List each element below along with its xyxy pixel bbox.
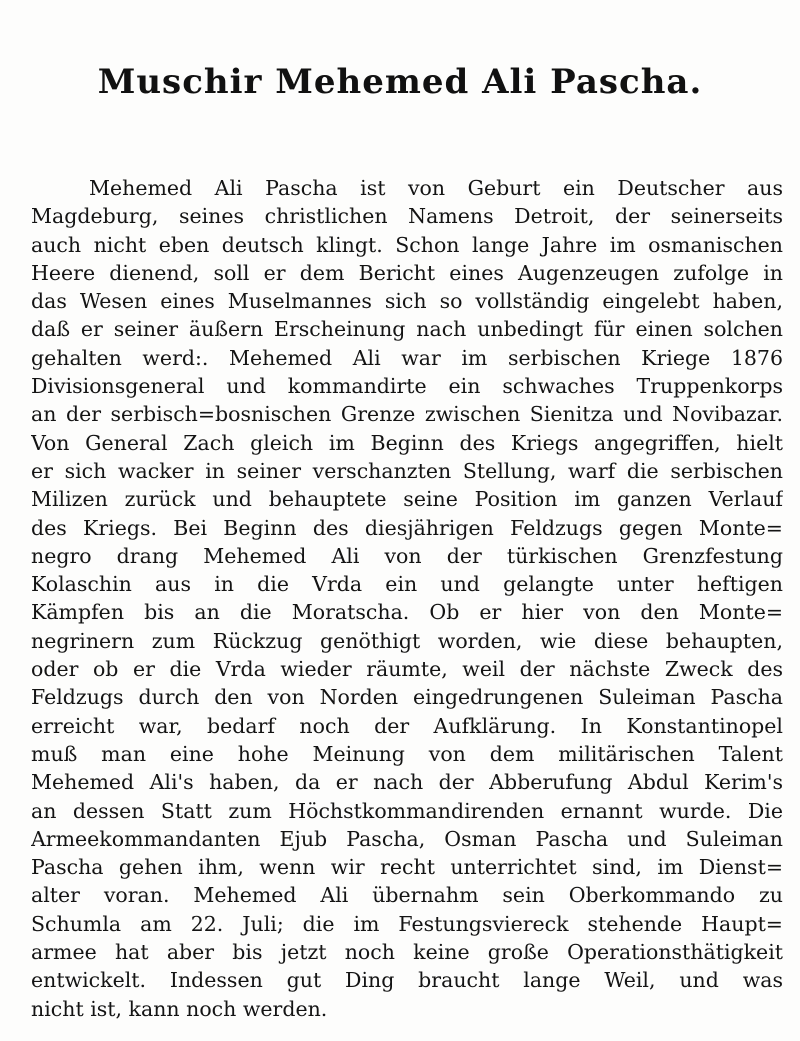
text-line: muß man eine hohe Meinung von dem militärischen Talent [31, 741, 783, 766]
text-line: des Kriegs. Bei Beginn des diesjährigen Feldzugs gegen Monte= [31, 515, 783, 540]
text-line: Milizen zurück und behauptete seine Position im ganzen Verlauf [31, 487, 783, 512]
article-body [31, 174, 783, 1023]
text-line: Armeekommandanten Ejub Pascha, Osman Pascha und Suleiman [31, 826, 783, 851]
text-line: Mehemed Ali Pascha ist von Geburt ein Deutscher aus [89, 176, 783, 200]
text-line: Heere dienend, soll er dem Bericht eines Augenzeugen zufolge in [31, 260, 783, 285]
text-line: er sich wacker in seiner verschanzten Stellung, warf die serbischen [31, 458, 783, 483]
text-line: auch nicht eben deutsch klingt. Schon lange Jahre im osmanischen [31, 232, 783, 257]
text-line: nicht ist, kann noch werden. [31, 996, 328, 1021]
text-line: Feldzugs durch den von Norden eingedrungenen Suleiman Pascha [31, 685, 783, 710]
text-line: Magdeburg, seines christlichen Namens Detroit, der seinerseits [31, 204, 783, 229]
text-line: negro drang Mehemed Ali von der türkischen Grenzfestung [31, 543, 783, 568]
text-line: an der serbisch=bosnischen Grenze zwischen Sienitza und Novibazar. [31, 402, 783, 427]
text-line: Pascha gehen ihm, wenn wir recht unterrichtet sind, im Dienst= [31, 855, 783, 880]
text-line: Von General Zach gleich im Beginn des Kriegs angegriffen, hielt [31, 430, 783, 455]
article-title: Muschir Mehemed Ali Pascha. [97, 62, 703, 102]
text-line: Kolaschin aus in die Vrda ein und gelangte unter heftigen [31, 572, 783, 597]
text-line: gehalten werd:. Mehemed Ali war im serbischen Kriege 1876 [31, 345, 783, 370]
text-line: Mehemed Ali's haben, da er nach der Abberufung Abdul Kerim's [31, 770, 783, 795]
text-line: oder ob er die Vrda wieder räumte, weil der nächste Zweck des [31, 657, 783, 682]
text-line: erreicht war, bedarf noch der Aufklärung. In Konstantinopel [31, 713, 783, 738]
text-line: alter voran. Mehemed Ali übernahm sein Oberkommando zu [31, 883, 783, 908]
text-line: Schumla am 22. Juli; die im Festungsviereck stehende Haupt= [31, 911, 783, 936]
text-line: das Wesen eines Muselmannes sich so vollständig eingelebt haben, [31, 289, 783, 314]
text-line: Divisionsgeneral und kommandirte ein schwaches Truppenkorps [31, 374, 783, 399]
text-line: daß er seiner äußern Erscheinung nach unbedingt für einen solchen [31, 317, 783, 342]
text-line: entwickelt. Indessen gut Ding braucht lange Weil, und was [31, 968, 783, 993]
text-line: Kämpfen bis an die Moratscha. Ob er hier von den Monte= [31, 600, 783, 625]
text-line: an dessen Statt zum Höchstkommandirenden ernannt wurde. Die [31, 798, 783, 823]
text-line: negrinern zum Rückzug genöthigt worden, wie diese behaupten, [31, 628, 783, 653]
text-line: armee hat aber bis jetzt noch keine große Operationsthätigkeit [31, 940, 783, 965]
